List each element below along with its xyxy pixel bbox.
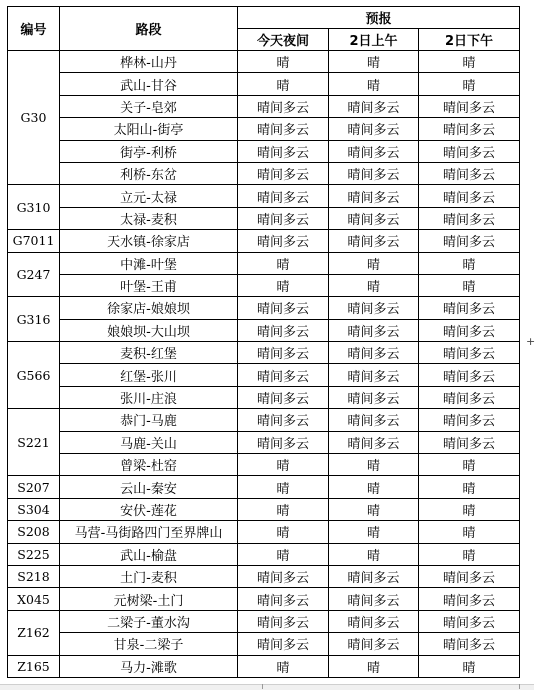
table-row — [8, 140, 520, 162]
route-cell: 太阳山-街亭 — [60, 118, 238, 140]
forecast-day2-pm-cell: 晴间多云 — [419, 364, 520, 386]
table-row — [8, 319, 520, 341]
road-code-cell: G310 — [8, 185, 60, 230]
forecast-day2-pm-cell: 晴间多云 — [419, 95, 520, 117]
route-cell: 中滩-叶堡 — [60, 252, 238, 274]
header-forecast: 预报 — [238, 7, 520, 29]
forecast-day2-am-cell: 晴间多云 — [329, 610, 419, 632]
forecast-day2-pm-cell: 晴 — [419, 476, 520, 498]
forecast-day2-pm-cell: 晴间多云 — [419, 610, 520, 632]
forecast-tonight-cell: 晴间多云 — [238, 409, 329, 431]
route-cell: 安伏-莲花 — [60, 498, 238, 520]
route-cell: 马营-马街路四门至界牌山 — [60, 521, 238, 543]
forecast-tonight-cell: 晴 — [238, 476, 329, 498]
forecast-day2-pm-cell: 晴间多云 — [419, 342, 520, 364]
forecast-day2-am-cell: 晴间多云 — [329, 386, 419, 408]
table-row — [8, 230, 520, 252]
forecast-day2-pm-cell: 晴间多云 — [419, 185, 520, 207]
forecast-tonight-cell: 晴间多云 — [238, 95, 329, 117]
table-row — [8, 498, 520, 520]
table-row — [8, 521, 520, 543]
forecast-day2-am-cell: 晴间多云 — [329, 364, 419, 386]
route-cell: 娘娘坝-大山坝 — [60, 319, 238, 341]
table-row — [8, 207, 520, 229]
forecast-tonight-cell: 晴间多云 — [238, 386, 329, 408]
forecast-day2-pm-cell: 晴 — [419, 51, 520, 73]
forecast-tonight-cell: 晴间多云 — [238, 633, 329, 655]
table-row — [8, 274, 520, 296]
forecast-tonight-cell: 晴间多云 — [238, 342, 329, 364]
route-cell: 天水镇-徐家店 — [60, 230, 238, 252]
route-cell: 利桥-东岔 — [60, 162, 238, 184]
forecast-day2-pm-cell: 晴间多云 — [419, 633, 520, 655]
road-code-cell: S208 — [8, 521, 60, 543]
forecast-day2-pm-cell: 晴间多云 — [419, 588, 520, 610]
route-cell: 恭门-马鹿 — [60, 409, 238, 431]
route-cell: 甘泉-二梁子 — [60, 633, 238, 655]
table-body — [8, 51, 520, 678]
route-cell: 街亭-利桥 — [60, 140, 238, 162]
forecast-day2-am-cell: 晴 — [329, 476, 419, 498]
table-row — [8, 454, 520, 476]
route-cell: 曾梁-杜窑 — [60, 454, 238, 476]
forecast-day2-pm-cell: 晴间多云 — [419, 297, 520, 319]
header-period-day2-pm: 2日下午 — [419, 29, 520, 51]
header-code: 编号 — [8, 7, 60, 51]
road-code-cell: G247 — [8, 252, 60, 297]
forecast-day2-am-cell: 晴 — [329, 543, 419, 565]
forecast-day2-am-cell: 晴 — [329, 655, 419, 677]
bottom-tick-right — [519, 684, 520, 689]
bottom-tick-left — [262, 684, 263, 689]
forecast-day2-pm-cell: 晴 — [419, 274, 520, 296]
forecast-day2-pm-cell: 晴间多云 — [419, 207, 520, 229]
forecast-day2-am-cell: 晴间多云 — [329, 319, 419, 341]
table-row — [8, 476, 520, 498]
forecast-day2-pm-cell: 晴 — [419, 73, 520, 95]
side-plus-marker[interactable]: + — [526, 335, 535, 348]
forecast-day2-am-cell: 晴间多云 — [329, 588, 419, 610]
table-row — [8, 386, 520, 408]
table-row — [8, 95, 520, 117]
forecast-day2-am-cell: 晴 — [329, 454, 419, 476]
table-row — [8, 118, 520, 140]
forecast-day2-am-cell: 晴 — [329, 73, 419, 95]
forecast-tonight-cell: 晴间多云 — [238, 364, 329, 386]
forecast-table — [7, 6, 520, 678]
route-cell: 张川-庄浪 — [60, 386, 238, 408]
forecast-day2-am-cell: 晴间多云 — [329, 342, 419, 364]
header-route: 路段 — [60, 7, 238, 51]
table-row — [8, 364, 520, 386]
forecast-day2-pm-cell: 晴 — [419, 655, 520, 677]
forecast-day2-am-cell: 晴间多云 — [329, 118, 419, 140]
table-row — [8, 588, 520, 610]
forecast-tonight-cell: 晴 — [238, 454, 329, 476]
table-row — [8, 162, 520, 184]
forecast-day2-am-cell: 晴间多云 — [329, 95, 419, 117]
route-cell: 云山-秦安 — [60, 476, 238, 498]
route-cell: 红堡-张川 — [60, 364, 238, 386]
table-row — [8, 431, 520, 453]
table-row — [8, 297, 520, 319]
road-code-cell: Z162 — [8, 610, 60, 655]
forecast-day2-am-cell: 晴 — [329, 498, 419, 520]
table-row — [8, 543, 520, 565]
forecast-day2-pm-cell: 晴间多云 — [419, 431, 520, 453]
forecast-day2-pm-cell: 晴间多云 — [419, 140, 520, 162]
forecast-day2-am-cell: 晴间多云 — [329, 633, 419, 655]
road-code-cell: S221 — [8, 409, 60, 476]
road-code-cell: G316 — [8, 297, 60, 342]
forecast-day2-am-cell: 晴 — [329, 51, 419, 73]
bottom-scrollbar[interactable] — [0, 684, 534, 690]
forecast-tonight-cell: 晴间多云 — [238, 185, 329, 207]
forecast-day2-am-cell: 晴间多云 — [329, 207, 419, 229]
table-row — [8, 51, 520, 73]
forecast-day2-am-cell: 晴间多云 — [329, 185, 419, 207]
forecast-tonight-cell: 晴 — [238, 521, 329, 543]
forecast-day2-am-cell: 晴 — [329, 521, 419, 543]
forecast-day2-am-cell: 晴间多云 — [329, 297, 419, 319]
forecast-day2-am-cell: 晴间多云 — [329, 409, 419, 431]
forecast-day2-am-cell: 晴 — [329, 274, 419, 296]
route-cell: 叶堡-王甫 — [60, 274, 238, 296]
forecast-tonight-cell: 晴间多云 — [238, 118, 329, 140]
forecast-tonight-cell: 晴间多云 — [238, 431, 329, 453]
road-code-cell: G566 — [8, 342, 60, 409]
forecast-day2-am-cell: 晴间多云 — [329, 431, 419, 453]
forecast-tonight-cell: 晴间多云 — [238, 230, 329, 252]
forecast-day2-pm-cell: 晴 — [419, 454, 520, 476]
forecast-day2-pm-cell: 晴间多云 — [419, 319, 520, 341]
forecast-tonight-cell: 晴间多云 — [238, 610, 329, 632]
forecast-tonight-cell: 晴 — [238, 543, 329, 565]
road-code-cell: S218 — [8, 565, 60, 587]
forecast-day2-pm-cell: 晴间多云 — [419, 230, 520, 252]
forecast-tonight-cell: 晴 — [238, 252, 329, 274]
table-row — [8, 252, 520, 274]
forecast-day2-pm-cell: 晴间多云 — [419, 565, 520, 587]
road-code-cell: S225 — [8, 543, 60, 565]
forecast-day2-am-cell: 晴间多云 — [329, 230, 419, 252]
table-row — [8, 342, 520, 364]
forecast-day2-pm-cell: 晴间多云 — [419, 386, 520, 408]
forecast-tonight-cell: 晴间多云 — [238, 565, 329, 587]
forecast-day2-pm-cell: 晴间多云 — [419, 118, 520, 140]
road-code-cell: S207 — [8, 476, 60, 498]
table-row — [8, 409, 520, 431]
header-period-day2-am: 2日上午 — [329, 29, 419, 51]
road-code-cell: X045 — [8, 588, 60, 610]
table-row — [8, 185, 520, 207]
table-row — [8, 610, 520, 632]
route-cell: 武山-甘谷 — [60, 73, 238, 95]
route-cell: 武山-榆盘 — [60, 543, 238, 565]
route-cell: 土门-麦积 — [60, 565, 238, 587]
table-row — [8, 655, 520, 677]
forecast-day2-pm-cell: 晴 — [419, 521, 520, 543]
forecast-tonight-cell: 晴间多云 — [238, 588, 329, 610]
header-period-tonight: 今天夜间 — [238, 29, 329, 51]
route-cell: 立元-太禄 — [60, 185, 238, 207]
forecast-day2-pm-cell: 晴 — [419, 543, 520, 565]
route-cell: 桦林-山丹 — [60, 51, 238, 73]
forecast-day2-pm-cell: 晴 — [419, 252, 520, 274]
table-row — [8, 565, 520, 587]
forecast-tonight-cell: 晴 — [238, 51, 329, 73]
route-cell: 元树梁-土门 — [60, 588, 238, 610]
forecast-tonight-cell: 晴间多云 — [238, 140, 329, 162]
route-cell: 马力-滩歌 — [60, 655, 238, 677]
forecast-day2-pm-cell: 晴间多云 — [419, 409, 520, 431]
forecast-tonight-cell: 晴 — [238, 73, 329, 95]
road-code-cell: Z165 — [8, 655, 60, 677]
road-code-cell: G7011 — [8, 230, 60, 252]
forecast-tonight-cell: 晴间多云 — [238, 207, 329, 229]
table-row — [8, 633, 520, 655]
forecast-day2-am-cell: 晴间多云 — [329, 140, 419, 162]
route-cell: 太禄-麦积 — [60, 207, 238, 229]
table-row — [8, 73, 520, 95]
route-cell: 关子-皂郊 — [60, 95, 238, 117]
forecast-tonight-cell: 晴 — [238, 655, 329, 677]
forecast-day2-am-cell: 晴 — [329, 252, 419, 274]
forecast-tonight-cell: 晴 — [238, 498, 329, 520]
forecast-tonight-cell: 晴 — [238, 274, 329, 296]
road-code-cell: S304 — [8, 498, 60, 520]
forecast-day2-am-cell: 晴间多云 — [329, 162, 419, 184]
forecast-day2-pm-cell: 晴间多云 — [419, 162, 520, 184]
forecast-tonight-cell: 晴间多云 — [238, 162, 329, 184]
route-cell: 麦积-红堡 — [60, 342, 238, 364]
forecast-tonight-cell: 晴间多云 — [238, 297, 329, 319]
route-cell: 徐家店-娘娘坝 — [60, 297, 238, 319]
route-cell: 二梁子-董水沟 — [60, 610, 238, 632]
forecast-tonight-cell: 晴间多云 — [238, 319, 329, 341]
forecast-day2-am-cell: 晴间多云 — [329, 565, 419, 587]
forecast-day2-pm-cell: 晴 — [419, 498, 520, 520]
route-cell: 马鹿-关山 — [60, 431, 238, 453]
road-code-cell: G30 — [8, 51, 60, 185]
